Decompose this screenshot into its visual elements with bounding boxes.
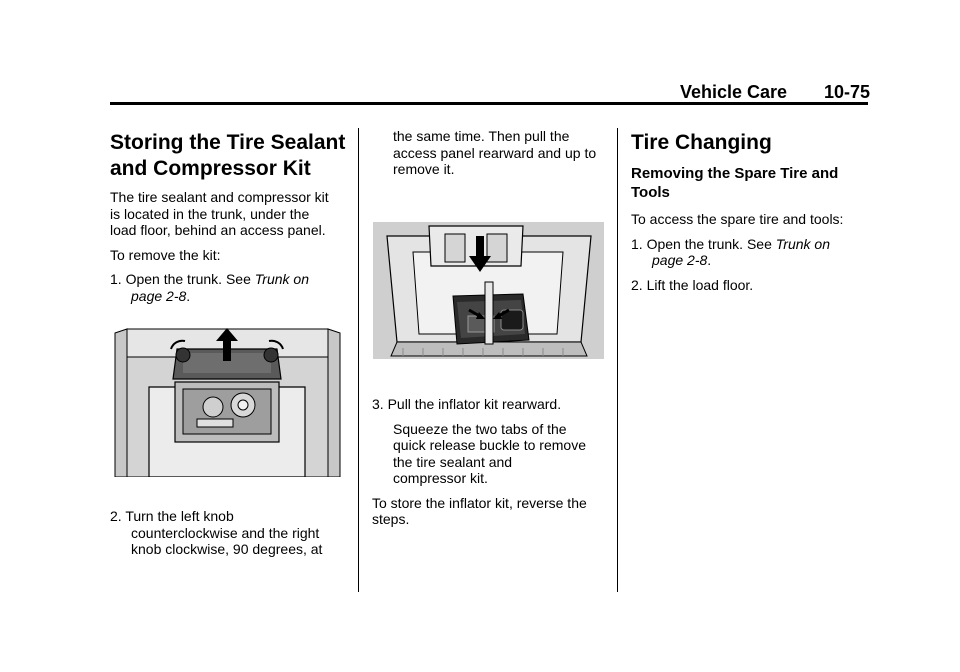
remove-lead: To remove the kit:: [110, 246, 221, 263]
column-divider-1: [358, 128, 359, 592]
column-2: [372, 128, 610, 178]
text-line: remove it.: [393, 161, 455, 177]
heading-tire-changing: Tire Changing: [631, 131, 772, 154]
step-3: 3. Pull the inflator kit rearward.: [372, 396, 562, 412]
heading-line: Storing the Tire Sealant: [110, 131, 346, 154]
text-line: knob clockwise, 90 degrees, at: [131, 541, 323, 557]
text-line: compressor kit.: [393, 470, 488, 486]
text-line: the tire sealant and: [393, 453, 513, 470]
subheading-removing-spare: [631, 164, 867, 202]
step-1: [631, 236, 867, 269]
cross-reference-link[interactable]: Trunk on: [254, 271, 309, 287]
step-2-continued: [372, 128, 610, 178]
intro-paragraph: [110, 189, 350, 239]
text-line: Squeeze the two tabs of the: [393, 420, 567, 437]
heading-line: Removing the Spare Tire and: [631, 165, 839, 182]
step-text: .: [707, 252, 712, 268]
header-rule: [110, 102, 868, 105]
page-number: 10-75: [824, 82, 871, 102]
column-divider-2: [617, 128, 618, 592]
step-1: [110, 271, 350, 304]
inflator-kit-illustration: [373, 222, 604, 359]
step-2: [110, 508, 350, 558]
column-1-lower: [110, 508, 350, 558]
text-line: the same time. Then pull the: [393, 128, 570, 144]
cross-reference-link[interactable]: page 2-8: [131, 287, 187, 304]
text-line: To store the inflator kit, reverse the: [372, 494, 587, 511]
squeeze-note: [372, 421, 610, 487]
heading-storing-kit: [110, 130, 350, 182]
step-text: .: [186, 287, 191, 304]
text-line: is located in the trunk, under the: [110, 205, 310, 222]
step-text: 1. Open the trunk. See: [110, 271, 255, 287]
text-line: The tire sealant and compressor kit: [110, 189, 329, 205]
access-paragraph: To access the spare tire and tools:: [631, 211, 844, 227]
column-1: [110, 130, 350, 304]
column-2-lower: [372, 396, 610, 528]
store-paragraph: [372, 495, 610, 528]
text-line: 2. Turn the left knob: [110, 508, 234, 524]
access-panel-illustration: [113, 327, 342, 477]
text-line: quick release buckle to remove: [393, 437, 586, 453]
text-line: counterclockwise and the right: [131, 524, 320, 541]
step-text: 1. Open the trunk. See: [631, 235, 776, 252]
heading-line: Tools: [631, 184, 670, 201]
section-title: Vehicle Care: [680, 82, 788, 102]
column-3: [631, 130, 867, 293]
cross-reference-link[interactable]: Trunk on: [775, 235, 830, 252]
text-line: load floor, behind an access panel.: [110, 222, 326, 238]
text-line: access panel rearward and up to: [393, 144, 597, 161]
heading-line: and Compressor Kit: [110, 157, 311, 180]
step-2: 2. Lift the load floor.: [631, 276, 754, 293]
text-line: steps.: [372, 511, 410, 527]
cross-reference-link[interactable]: page 2-8: [652, 252, 708, 268]
